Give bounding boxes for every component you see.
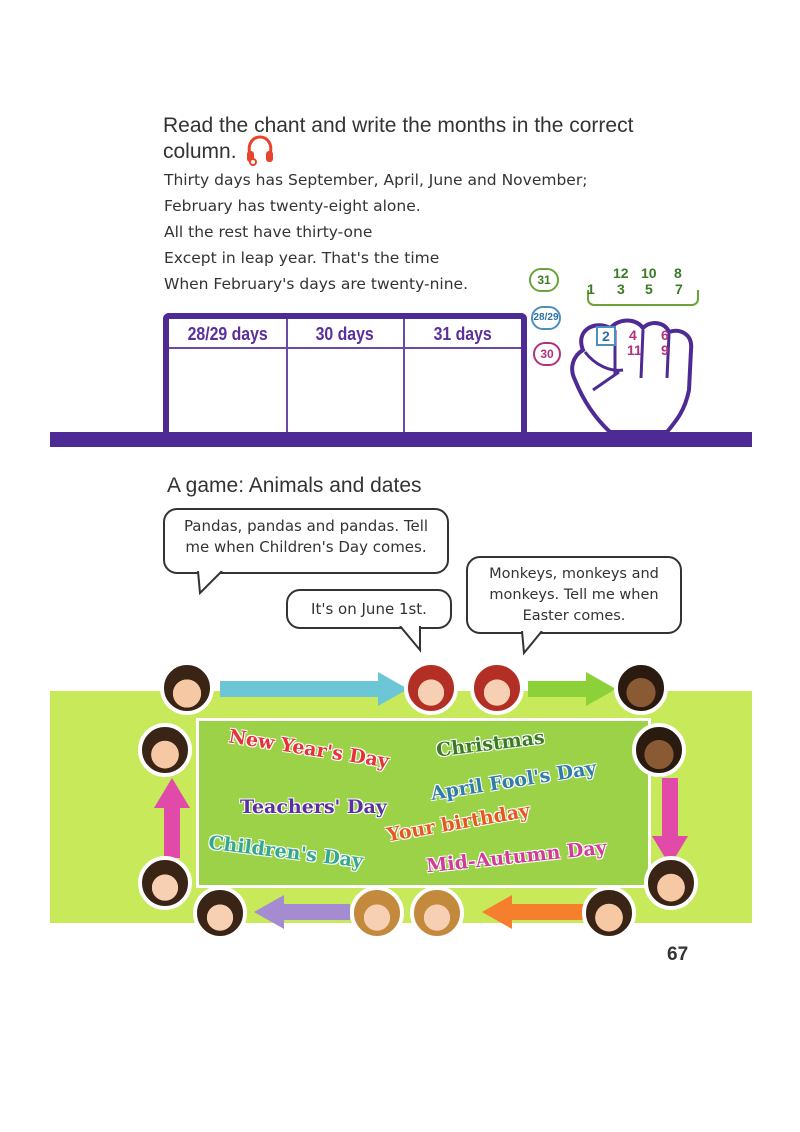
avatar-girl-top-middle[interactable]: [404, 661, 458, 715]
holiday-childrens-day[interactable]: Children's Day: [207, 831, 365, 873]
arrow-bottom-right: [482, 895, 592, 929]
speech-bubble-left: Pandas, pandas and pandas. Tell me when Children's Day comes.: [163, 508, 449, 574]
knuckle-2: 2: [596, 326, 616, 346]
avatar-boy-top-right[interactable]: [614, 661, 668, 715]
header-30-days: 30 days: [315, 324, 375, 344]
avatar-boy-glasses-bottom[interactable]: [582, 886, 636, 940]
tag-28-29: 28/29: [531, 306, 561, 330]
knuckle-1: 1: [587, 281, 595, 297]
header-28-29-days: 28/29 days: [187, 324, 268, 344]
avatar-girl-top-middle-2[interactable]: [470, 661, 524, 715]
instruction-line-2-text: column.: [163, 140, 237, 163]
game-title: A game: Animals and dates: [167, 474, 422, 497]
knuckle-8: 8: [674, 265, 682, 281]
arrow-top-right: [528, 672, 616, 706]
holiday-new-years-day[interactable]: New Year's Day: [227, 725, 391, 773]
header-31-days: 31 days: [433, 324, 492, 344]
chant-line-2: February has twenty-eight alone.: [164, 197, 421, 215]
arrow-left-up: [154, 778, 190, 858]
knuckle-4: 4: [629, 327, 637, 343]
knuckle-6: 6: [661, 327, 669, 343]
arrow-right-down: [652, 778, 688, 866]
knuckle-5: 5: [645, 281, 653, 297]
arrow-top-left: [220, 672, 408, 706]
holiday-christmas[interactable]: Christmas: [435, 726, 546, 762]
chant-line-3: All the rest have thirty-one: [164, 223, 373, 241]
knuckle-10: 10: [641, 265, 657, 281]
chant-line-4: Except in leap year. That's the time: [164, 249, 440, 267]
avatar-girl-bottom-middle-2[interactable]: [410, 886, 464, 940]
chant-line-5: When February's days are twenty-nine.: [164, 275, 468, 293]
avatar-girl-bottom-middle[interactable]: [350, 886, 404, 940]
chant-line-1: Thirty days has September, April, June and November;: [164, 171, 588, 189]
knuckle-12: 12: [613, 265, 629, 281]
page-number: 67: [667, 944, 689, 965]
speech-bubble-right: Monkeys, monkeys and monkeys. Tell me when Easter comes.: [466, 556, 682, 634]
holiday-your-birthday[interactable]: Your birthday: [385, 799, 532, 847]
knuckle-7: 7: [675, 281, 683, 297]
tag-30: 30: [533, 342, 561, 366]
instruction-line-1: Read the chant and write the months in the correct: [163, 114, 634, 137]
avatar-boy-glasses-right[interactable]: [644, 856, 698, 910]
avatar-girl-bottom-left[interactable]: [193, 886, 247, 940]
holiday-mid-autumn-day[interactable]: Mid-Autumn Day: [425, 836, 608, 878]
avatar-girl-left[interactable]: [138, 856, 192, 910]
knuckle-11: 11: [627, 342, 642, 358]
avatar-boy-left[interactable]: [138, 723, 192, 777]
avatar-boy-right[interactable]: [632, 723, 686, 777]
holiday-teachers-day[interactable]: Teachers' Day: [240, 796, 387, 818]
speech-bubble-middle: It's on June 1st.: [286, 589, 452, 629]
tag-31: 31: [529, 268, 559, 292]
avatar-boy-top-left[interactable]: [160, 661, 214, 715]
knuckle-9: 9: [661, 342, 669, 358]
knuckle-3: 3: [617, 281, 625, 297]
arrow-bottom-left: [254, 895, 350, 929]
holiday-april-fools-day[interactable]: April Fool's Day: [429, 757, 598, 805]
